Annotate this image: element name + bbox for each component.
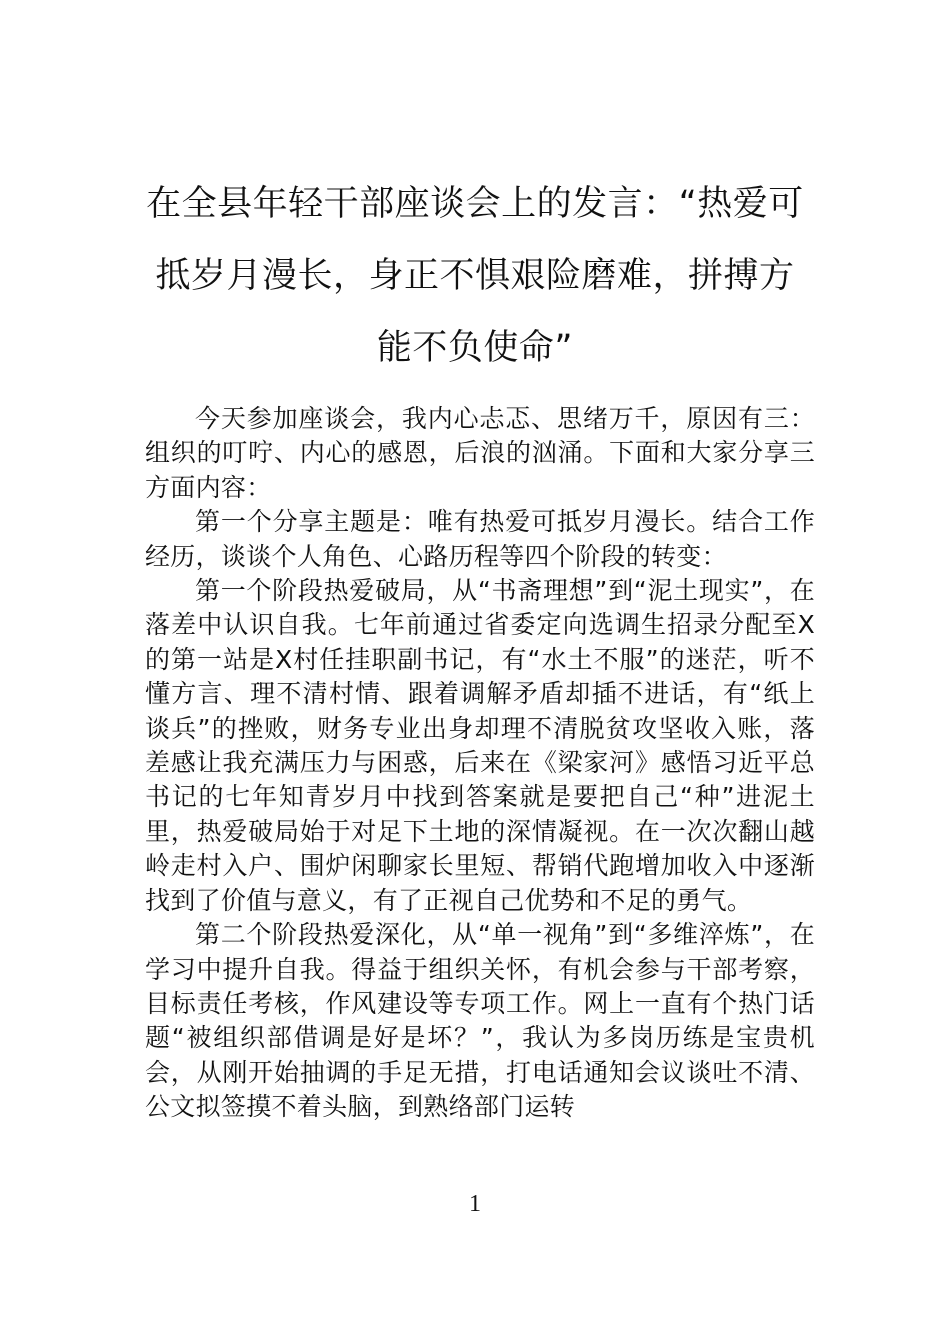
paragraph-stage-two: 第二个阶段热爱深化，从“单一视角”到“多维淬炼”，在学习中提升自我。得益于组织关怀，有机会参与干部考察，目标责任考核，作风建设等专项工作。网上一直有个热门话题“被组织部借调是好是坏？”，我认为多岗历练是宝贵机会，从刚开始抽调的手足无措，打电话通知会议谈吐不清、公文拟签摸不着头脑，到熟络部门运转 [145,920,815,1122]
document-title: 在全县年轻干部座谈会上的发言：“热爱可抵岁月漫长，身正不惧艰险磨难，拼搏方能不负使命” [146,184,804,368]
document-body [145,402,815,1125]
paragraph-intro: 今天参加座谈会，我内心忐忑、思绪万千，原因有三：组织的叮咛、内心的感恩，后浪的汹涌。下面和大家分享三方面内容： [145,404,815,502]
paragraph-stage-one: 第一个阶段热爱破局，从“书斋理想”到“泥土现实”，在落差中认识自我。七年前通过省委定向选调生招录分配至X的第一站是X村任挂职副书记，有“水土不服”的迷茫，听不懂方言、理不清村情、跟着调解矛盾却插不进话，有“纸上谈兵”的挫败，财务专业出身却理不清脱贫攻坚收入账，落差感让我充满压力与困惑，后来在《梁家河》感悟习近平总书记的七年知青岁月中找到答案就是要把自己“种”进泥土里，热爱破局始于对足下土地的深情凝视。在一次次翻山越岭走村入户、围炉闲聊家长里短、帮销代跑增加收入中逐渐找到了价值与意义，有了正视自己优势和不足的勇气。 [145,576,815,915]
paragraph-theme-one: 第一个分享主题是：唯有热爱可抵岁月漫长。结合工作经历，谈谈个人角色、心路历程等四个阶段的转变： [145,507,815,571]
page-number: 1 [469,1191,481,1217]
